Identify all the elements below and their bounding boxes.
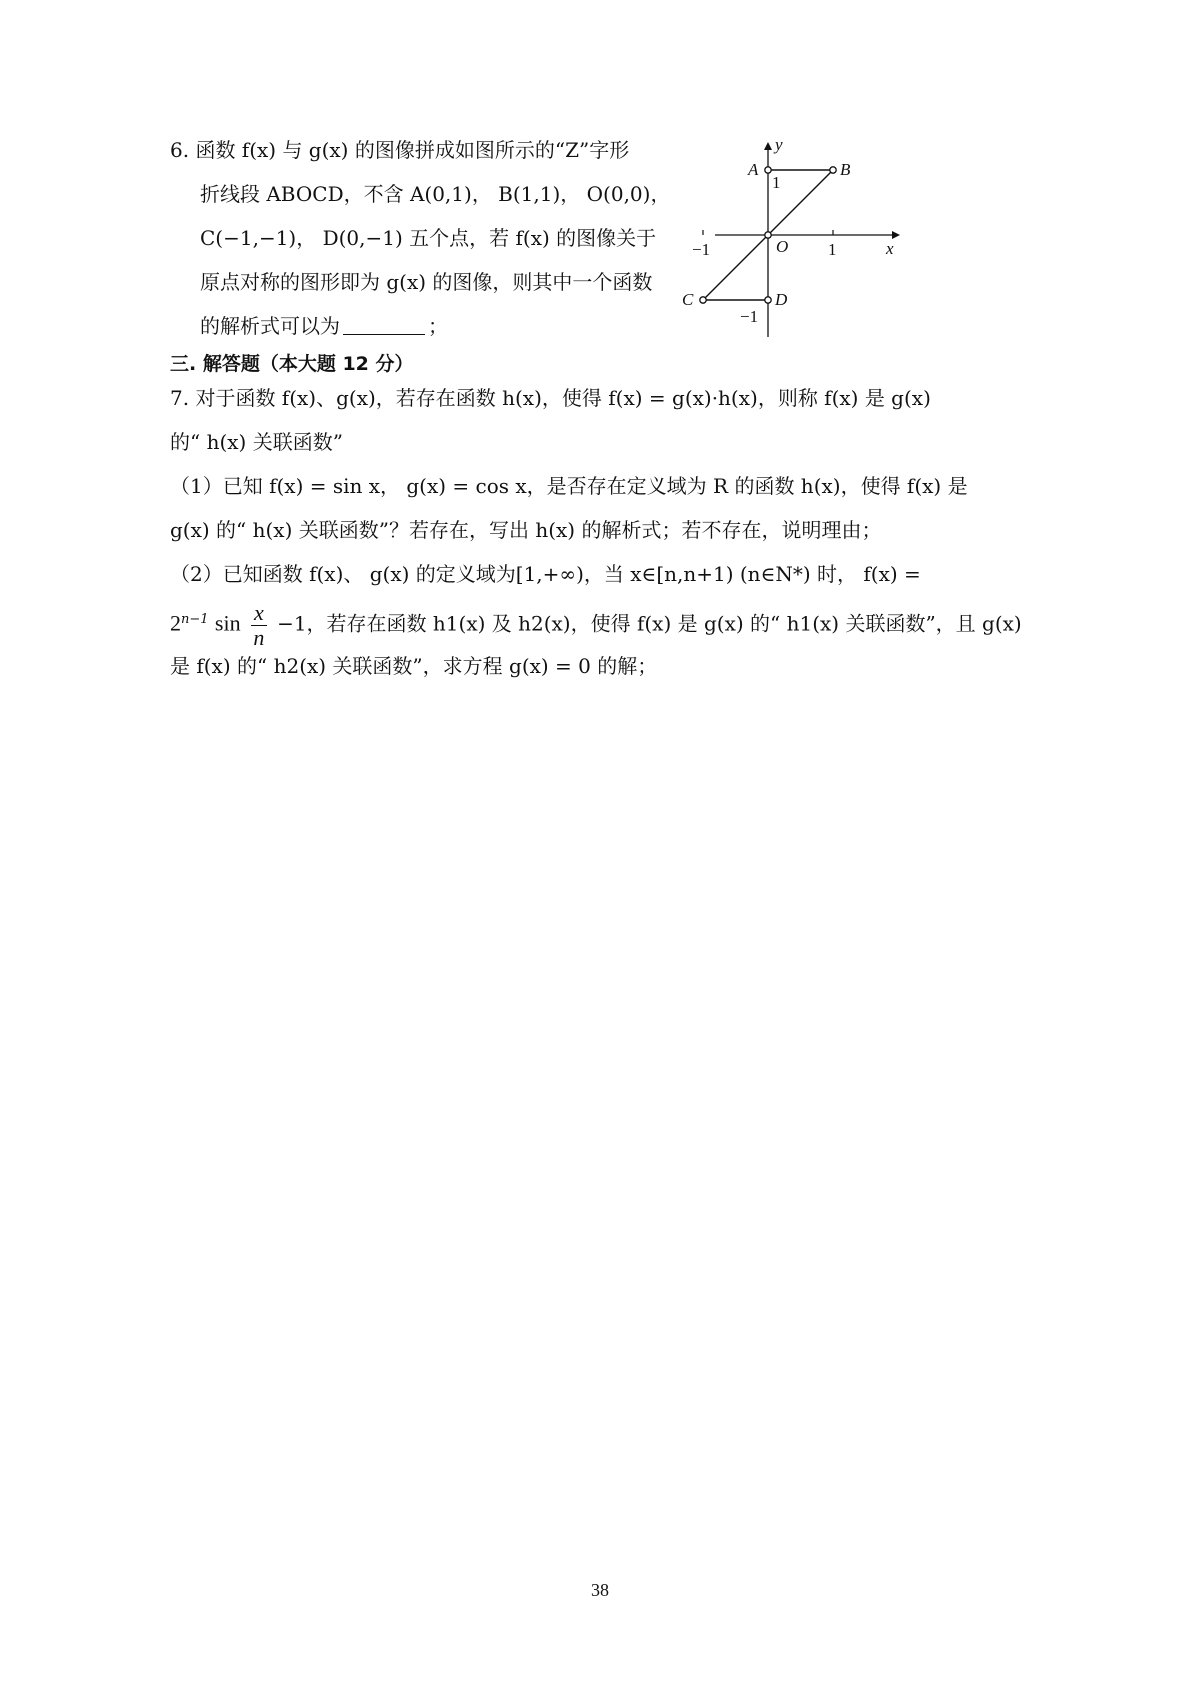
q7-line-6 [170, 595, 1022, 650]
answer-blank[interactable] [343, 314, 425, 335]
q7-line-6-base: 2 [170, 610, 181, 636]
q6-line-3: C(−1,−1)， D(0,−1) 五个点，若 f(x) 的图像关于 [200, 226, 657, 250]
fraction-x-over-n [251, 601, 267, 650]
q7-line-5: （2）已知函数 f(x)、 g(x) 的定义域为[1,+∞)，当 x∈[n,n+1) (n∈N*) 时， f(x) = [170, 562, 921, 586]
q6-line-1: 6. 函数 f(x) 与 g(x) 的图像拼成如图所示的“Z”字形 [170, 138, 630, 162]
q7-line-6-sin: sin [214, 610, 241, 636]
q6-line-2: 折线段 ABOCD，不含 A(0,1)， B(1,1)， O(0,0)， [200, 182, 671, 206]
q7-line-6-exponent: n−1 [181, 612, 209, 627]
point-C [700, 297, 706, 303]
label-tick-y-1: 1 [772, 173, 781, 192]
fraction-denominator: n [253, 624, 265, 650]
label-D: D [775, 290, 788, 309]
label-A: A [748, 160, 759, 179]
q7-line-3: （1）已知 f(x) = sin x， g(x) = cos x，是否存在定义域为 R 的函数 h(x)，使得 f(x) 是 [170, 474, 968, 498]
point-B [830, 167, 836, 173]
section-3-title: 三. 解答题（本大题 12 分） [170, 353, 414, 375]
label-C: C [682, 290, 694, 309]
z-shape-graph [682, 135, 900, 337]
q7-line-1: 7. 对于函数 f(x)、g(x)，若存在函数 h(x)，使得 f(x) = g(x)·h(x)，则称 f(x) 是 g(x) [170, 386, 931, 410]
page-number: 38 [591, 1580, 609, 1600]
label-origin: O [776, 237, 789, 256]
point-A [765, 167, 771, 173]
y-axis-arrow [764, 142, 772, 150]
q6-line-4: 原点对称的图形即为 g(x) 的图像，则其中一个函数 [200, 270, 653, 294]
q6-line-5-end: ； [428, 314, 448, 338]
q7-line-2: 的“ h(x) 关联函数” [170, 430, 343, 454]
label-B: B [840, 160, 851, 179]
q6-line-5-text: 的解析式可以为 [200, 314, 340, 338]
fraction-numerator: x [251, 601, 267, 626]
label-x: x [886, 239, 894, 258]
point-D [765, 297, 771, 303]
label-tick-y-neg1: −1 [740, 307, 759, 326]
label-y: y [775, 135, 783, 154]
point-O [765, 232, 771, 238]
x-axis-arrow [892, 231, 900, 239]
q7-line-7: 是 f(x) 的“ h2(x) 关联函数”，求方程 g(x) = 0 的解； [170, 654, 658, 678]
q7-line-4: g(x) 的“ h(x) 关联函数”？若存在，写出 h(x) 的解析式；若不存在，说明理由； [170, 518, 882, 542]
q6-line-5 [200, 312, 448, 340]
q7-line-6-rest: −1，若存在函数 h1(x) 及 h2(x)，使得 f(x) 是 g(x) 的“ h1(x) 关联函数”，且 g(x) [277, 611, 1022, 636]
label-tick-x-neg1: −1 [692, 240, 711, 259]
label-tick-x-1: 1 [828, 240, 837, 259]
